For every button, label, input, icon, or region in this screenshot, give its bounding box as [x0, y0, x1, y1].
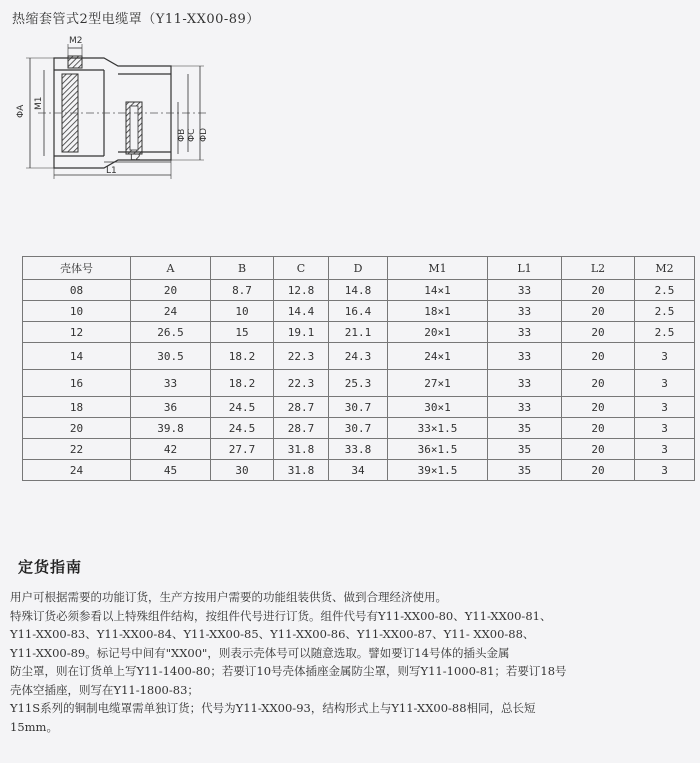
phi-b-label: ΦB	[177, 128, 187, 142]
table-cell: 3	[635, 397, 695, 418]
table-row	[23, 439, 695, 460]
table-row	[23, 370, 695, 397]
ordering-line: 特殊订货必须参看以上特殊组件结构，按组件代号进行订货。组件代号有Y11-XX00-80、Y11-XX00-81、	[10, 608, 552, 623]
phi-c-label: ΦC	[187, 128, 197, 142]
ordering-guide-body	[10, 588, 695, 736]
table-cell: 08	[23, 280, 131, 301]
table-cell: 31.8	[274, 460, 329, 481]
table-cell: 16	[23, 370, 131, 397]
table-cell: 42	[131, 439, 211, 460]
table-cell: 3	[635, 418, 695, 439]
table-row	[23, 397, 695, 418]
ordering-line: Y11-XX00-83、Y11-XX00-84、Y11-XX00-85、Y11-XX00-86、Y11-XX00-87、Y11- XX00-88、	[10, 627, 535, 641]
table-cell: 20	[562, 439, 635, 460]
table-cell: 24.5	[211, 418, 274, 439]
ordering-line: Y11S系列的铜制电缆罩需单独订货；代号为Y11-XX00-93，结构形式上与Y11-XX00-88相同，总长短	[10, 701, 536, 715]
table-cell: 20	[562, 370, 635, 397]
ordering-line: 用户可根据需要的功能订货，生产方按用户需要的功能组装供货、做到合理经济使用。	[10, 590, 447, 604]
table-cell: 2.5	[635, 322, 695, 343]
col-header-shell: 壳体号	[23, 257, 131, 280]
table-cell: 19.1	[274, 322, 329, 343]
table-cell: 30.7	[329, 397, 388, 418]
table-cell: 33	[131, 370, 211, 397]
col-header-m2: M2	[635, 257, 695, 280]
table-cell: 16.4	[329, 301, 388, 322]
table-cell: 33	[488, 301, 562, 322]
table-cell: 14.8	[329, 280, 388, 301]
table-cell: 24	[131, 301, 211, 322]
table-header-row	[23, 257, 695, 280]
table-row	[23, 418, 695, 439]
table-cell: 20	[131, 280, 211, 301]
col-header-c: C	[274, 257, 329, 280]
ordering-line: 壳体空插座，则写在Y11-1800-83；	[10, 682, 199, 697]
table-cell: 33×1.5	[388, 418, 488, 439]
table-cell: 12.8	[274, 280, 329, 301]
table-cell: 25.3	[329, 370, 388, 397]
table-cell: 20×1	[388, 322, 488, 343]
col-header-d: D	[329, 257, 388, 280]
table-cell: 33	[488, 370, 562, 397]
cable-cover-drawing	[8, 30, 223, 180]
col-header-m1: M1	[388, 257, 488, 280]
l2-label: L2	[130, 153, 141, 163]
m2-label: M2	[69, 36, 83, 46]
table-cell: 15	[211, 322, 274, 343]
spec-table	[22, 256, 695, 481]
ordering-line: 防尘罩，则在订货单上写Y11-1400-80；若要订10号壳体插座金属防尘罩，则写Y11-1000-81；若要订18号	[10, 664, 567, 678]
table-cell: 30.5	[131, 343, 211, 370]
table-cell: 10	[211, 301, 274, 322]
ordering-line: 15mm。	[10, 719, 58, 734]
table-cell: 18.2	[211, 343, 274, 370]
table-cell: 33	[488, 280, 562, 301]
table-cell: 3	[635, 439, 695, 460]
table-cell: 14×1	[388, 280, 488, 301]
table-cell: 33.8	[329, 439, 388, 460]
table-cell: 33	[488, 322, 562, 343]
table-cell: 27×1	[388, 370, 488, 397]
table-cell: 27.7	[211, 439, 274, 460]
table-cell: 21.1	[329, 322, 388, 343]
table-cell: 2.5	[635, 280, 695, 301]
table-cell: 10	[23, 301, 131, 322]
ordering-line: Y11-XX00-89。标记号中间有"XX00"，则表示壳体号可以随意选取。譬如要订14号体的插头金属	[10, 645, 510, 660]
page-title: 热缩套管式2型电缆罩（Y11-XX00-89）	[12, 12, 260, 27]
table-cell: 18.2	[211, 370, 274, 397]
table-cell: 22.3	[274, 343, 329, 370]
table-cell: 35	[488, 418, 562, 439]
table-row	[23, 301, 695, 322]
table-cell: 24.5	[211, 397, 274, 418]
col-header-b: B	[211, 257, 274, 280]
table-cell: 18×1	[388, 301, 488, 322]
table-cell: 12	[23, 322, 131, 343]
col-header-a: A	[131, 257, 211, 280]
table-cell: 20	[23, 418, 131, 439]
table-cell: 18	[23, 397, 131, 418]
phi-d-label: ΦD	[199, 127, 209, 142]
table-cell: 33	[488, 397, 562, 418]
thread-top	[68, 56, 82, 68]
table-cell: 45	[131, 460, 211, 481]
table-cell: 20	[562, 418, 635, 439]
table-cell: 2.5	[635, 301, 695, 322]
table-cell: 36	[131, 397, 211, 418]
table-cell: 24	[23, 460, 131, 481]
table-cell: 20	[562, 322, 635, 343]
table-cell: 20	[562, 343, 635, 370]
table-cell: 14	[23, 343, 131, 370]
table-cell: 20	[562, 460, 635, 481]
m1-label: M1	[34, 96, 44, 110]
table-cell: 39.8	[131, 418, 211, 439]
table-row	[23, 322, 695, 343]
table-cell: 3	[635, 460, 695, 481]
table-cell: 26.5	[131, 322, 211, 343]
table-cell: 33	[488, 343, 562, 370]
table-cell: 30×1	[388, 397, 488, 418]
table-cell: 14.4	[274, 301, 329, 322]
table-cell: 3	[635, 370, 695, 397]
table-cell: 28.7	[274, 418, 329, 439]
table-row	[23, 280, 695, 301]
table-cell: 20	[562, 280, 635, 301]
ordering-guide-heading: 定货指南	[18, 558, 83, 576]
table-cell: 3	[635, 343, 695, 370]
table-cell: 20	[562, 397, 635, 418]
table-cell: 31.8	[274, 439, 329, 460]
table-cell: 39×1.5	[388, 460, 488, 481]
table-cell: 34	[329, 460, 388, 481]
table-cell: 20	[562, 301, 635, 322]
col-header-l1: L1	[488, 257, 562, 280]
col-header-l2: L2	[562, 257, 635, 280]
table-row	[23, 343, 695, 370]
table-cell: 36×1.5	[388, 439, 488, 460]
table-cell: 30.7	[329, 418, 388, 439]
phi-a-label: ΦA	[16, 104, 26, 118]
table-cell: 28.7	[274, 397, 329, 418]
table-cell: 24×1	[388, 343, 488, 370]
l1-label: L1	[106, 166, 117, 176]
table-cell: 35	[488, 439, 562, 460]
table-cell: 24.3	[329, 343, 388, 370]
table-cell: 35	[488, 460, 562, 481]
table-cell: 8.7	[211, 280, 274, 301]
table-cell: 22.3	[274, 370, 329, 397]
table-cell: 30	[211, 460, 274, 481]
table-row	[23, 460, 695, 481]
table-cell: 22	[23, 439, 131, 460]
